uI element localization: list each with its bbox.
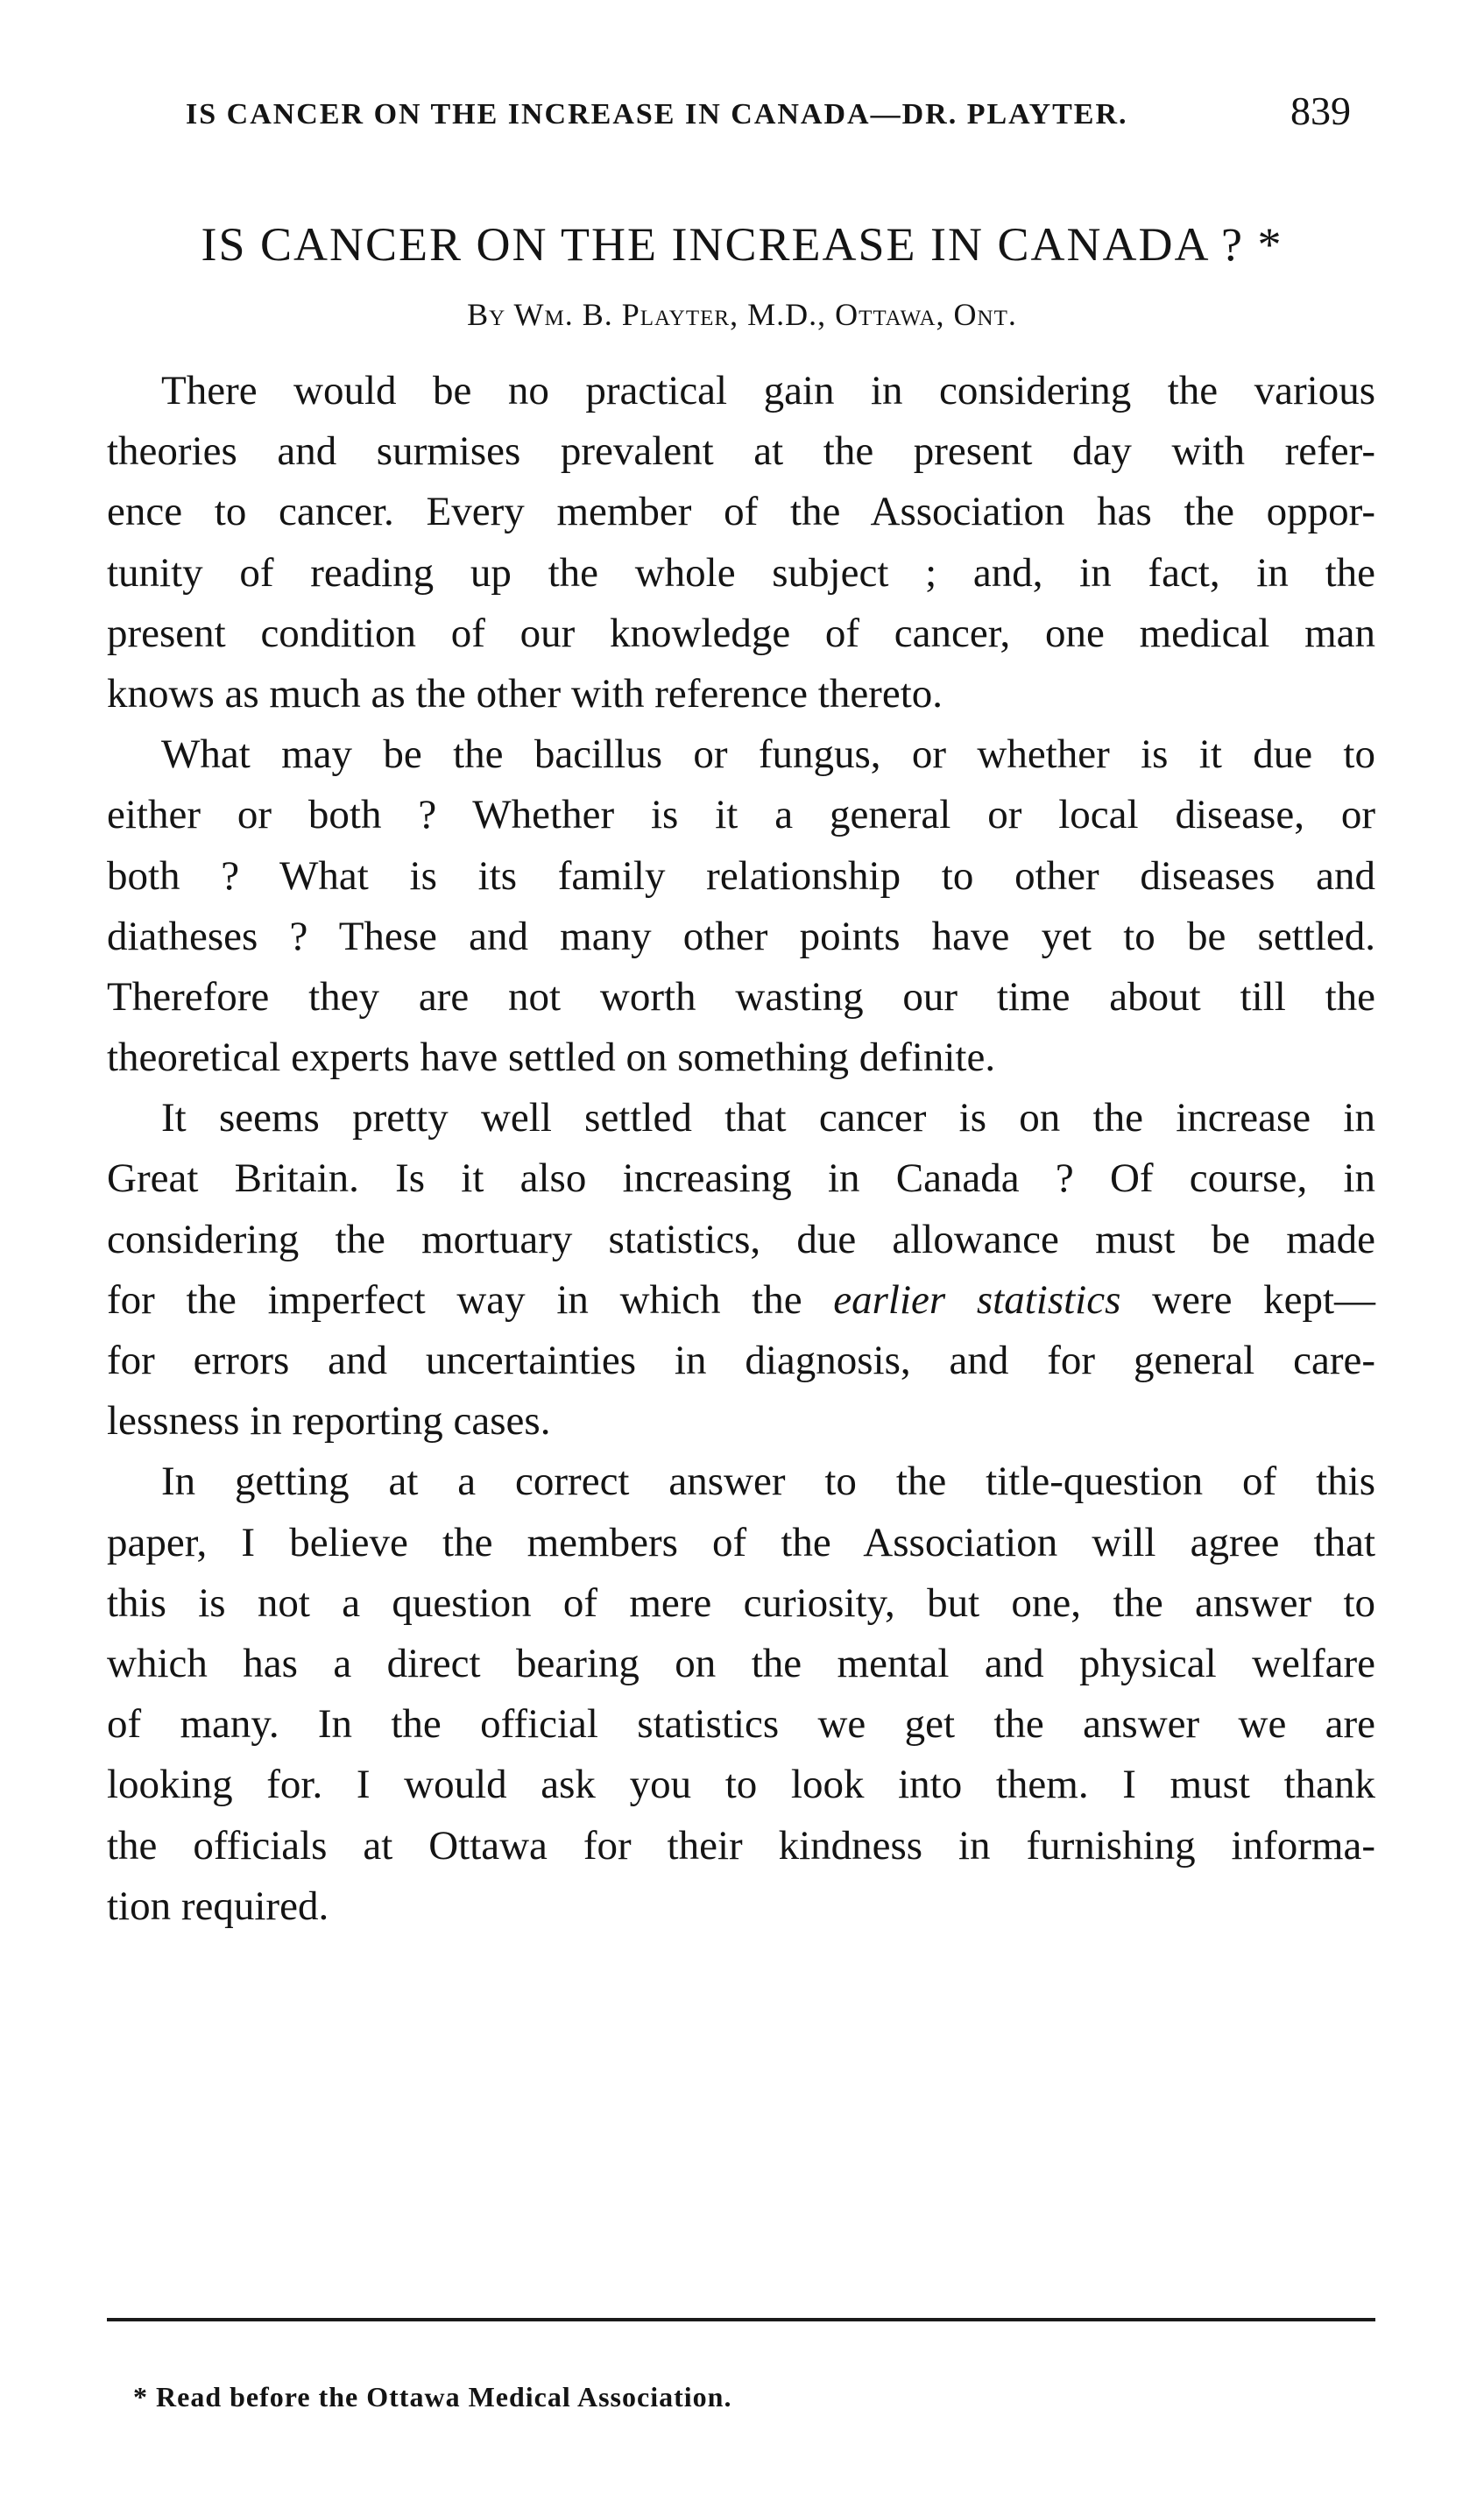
- paragraph-1: [107, 361, 1375, 724]
- text-line: the officials at Ottawa for their kindness in furnishing informa-: [107, 1822, 1375, 1869]
- text-line: lessness in reporting cases.: [107, 1398, 551, 1445]
- paragraph-3: [107, 1088, 1375, 1452]
- running-head-title: IS CANCER ON THE INCREASE IN CANADA—DR. PLAYTER.: [186, 98, 1128, 131]
- text-segment: were kept—: [1152, 1276, 1376, 1323]
- text-line: either or both ? Whether is it a general or local disease, or: [107, 792, 1375, 838]
- text-line: In getting at a correct answer to the title-question of this: [161, 1459, 1375, 1505]
- paragraph-4: [107, 1452, 1375, 1937]
- paragraph-2: [107, 724, 1375, 1088]
- text-line: There would be no practical gain in considering the various: [161, 368, 1375, 413]
- page-number: 839: [1290, 88, 1351, 133]
- text-line: Therefore they are not worth wasting our time about till the: [107, 973, 1375, 1020]
- article-byline: By Wm. B. Playter, M.D., Ottawa, Ont.: [467, 297, 1017, 332]
- text-segment: for the imperfect way in which the: [107, 1276, 802, 1323]
- text-line: this is not a question of mere curiosity, but one, the answer to: [107, 1579, 1375, 1626]
- text-line: What may be the bacillus or fungus, or whether is it due to: [161, 731, 1375, 778]
- text-line: for errors and uncertainties in diagnosis, and for general care-: [107, 1338, 1375, 1383]
- emphasized-text: earlier statistics: [833, 1276, 1121, 1323]
- footnote-divider: [107, 2318, 1375, 2321]
- footnote: * Read before the Ottawa Medical Association.: [133, 2381, 732, 2413]
- text-line: diatheses ? These and many other points have yet to be settled.: [107, 913, 1375, 959]
- text-line: knows as much as the other with reference thereto.: [107, 670, 943, 717]
- text-line: theories and surmises prevalent at the present day with refer-: [107, 428, 1375, 475]
- text-line: [107, 1270, 1375, 1331]
- text-line: tunity of reading up the whole subject ; and, in fact, in the: [107, 549, 1375, 596]
- text-line: paper, I believe the members of the Association will agree that: [107, 1519, 1375, 1565]
- text-line: theoretical experts have settled on something definite.: [107, 1035, 996, 1081]
- text-line: looking for. I would ask you to look into them. I must thank: [107, 1762, 1375, 1808]
- text-line: considering the mortuary statistics, due allowance must be made: [107, 1216, 1375, 1262]
- text-line: tion required.: [107, 1883, 329, 1929]
- text-line: which has a direct bearing on the mental and physical welfare: [107, 1640, 1375, 1686]
- text-line: both ? What is its family relationship to other diseases and: [107, 852, 1375, 899]
- text-line: ence to cancer. Every member of the Association has the oppor-: [107, 489, 1375, 535]
- text-line: of many. In the official statistics we get the answer we are: [107, 1701, 1375, 1748]
- text-line: It seems pretty well settled that cancer is on the increase in: [161, 1095, 1375, 1141]
- text-line: present condition of our knowledge of cancer, one medical man: [107, 610, 1375, 656]
- running-head: [186, 88, 1351, 140]
- article-body: [107, 361, 1375, 1937]
- article-title: IS CANCER ON THE INCREASE IN CANADA ? *: [201, 218, 1283, 271]
- text-line: Great Britain. Is it also increasing in Canada ? Of course, in: [107, 1155, 1375, 1202]
